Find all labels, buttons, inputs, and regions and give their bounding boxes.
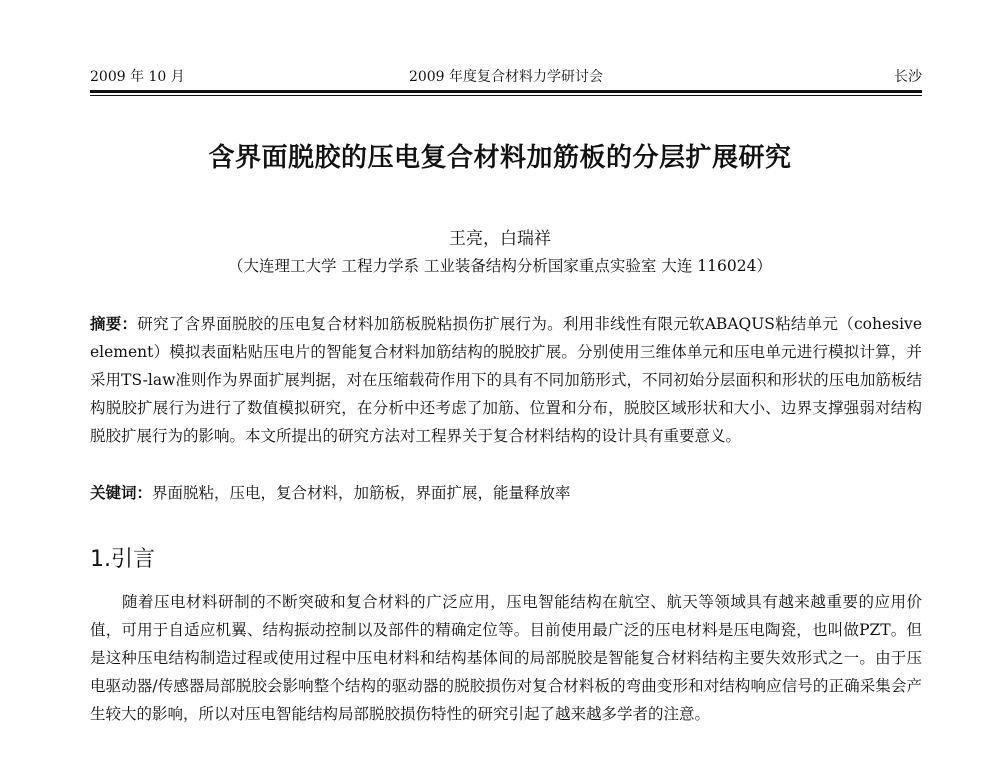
keywords-text: 界面脱粘，压电，复合材料，加筋板，界面扩展，能量释放率 <box>152 484 571 502</box>
keywords-label: 关键词： <box>90 483 153 502</box>
paper-title: 含界面脱胶的压电复合材料加筋板的分层扩展研究 <box>208 143 792 173</box>
section-heading-introduction: 1.引言 <box>90 547 155 572</box>
abstract-label: 摘要： <box>90 314 138 333</box>
header-rule-thin <box>90 95 922 96</box>
abstract <box>90 310 922 450</box>
paper-authors: 王亮，白瑞祥 <box>449 229 551 249</box>
introduction-paragraph: 随着压电材料研制的不断突破和复合材料的广泛应用，压电智能结构在航空、航天等领域具有越来越重要的应用价值，可用于自适应机翼、结构振动控制以及部件的精确定位等。目前使用最广泛的压电材料是压电陶瓷，也叫做PZT。但是这种压电结构制造过程或使用过程中压电材料和结构基体间的局部脱胶是智能复合材料结构主要失效形式之一。由于压电驱动器/传感器局部脱胶会影响整个结构的驱动器的脱胶损伤对复合材料板的弯曲变形和对结构响应信号的正确采集会产生较大的影响，所以对压电智能结构局部脱胶损伤特性的研究引起了越来越多学者的注意。 <box>90 593 922 723</box>
paper-affiliation: （大连理工大学 工程力学系 工业装备结构分析国家重点实验室 大连 116024） <box>228 257 772 275</box>
keywords <box>90 479 922 507</box>
running-header <box>90 66 922 88</box>
header-conference: 2009 年度复合材料力学研讨会 <box>408 69 604 85</box>
header-location: 长沙 <box>894 69 922 85</box>
header-date: 2009 年 10 月 <box>90 69 185 85</box>
header-rule-thick <box>90 90 922 93</box>
abstract-text: 研究了含界面脱胶的压电复合材料加筋板脱粘损伤扩展行为。利用非线性有限元软ABAQUS粘结单元（cohesive element）模拟表面粘贴压电片的智能复合材料加筋结构的脱胶扩展。分别使用三维体单元和压电单元进行模拟计算，并采用TS-law准则作为界面扩展判据，对在压缩载荷作用下的具有不同加筋形式，不同初始分层面积和形状的压电加筋板结构脱胶扩展行为进行了数值模拟研究，在分析中还考虑了加筋、位置和分布，脱胶区域形状和大小、边界支撑强弱对结构脱胶扩展行为的影响。本文所提出的研究方法对工程界关于复合材料结构的设计具有重要意义。 <box>90 315 922 445</box>
